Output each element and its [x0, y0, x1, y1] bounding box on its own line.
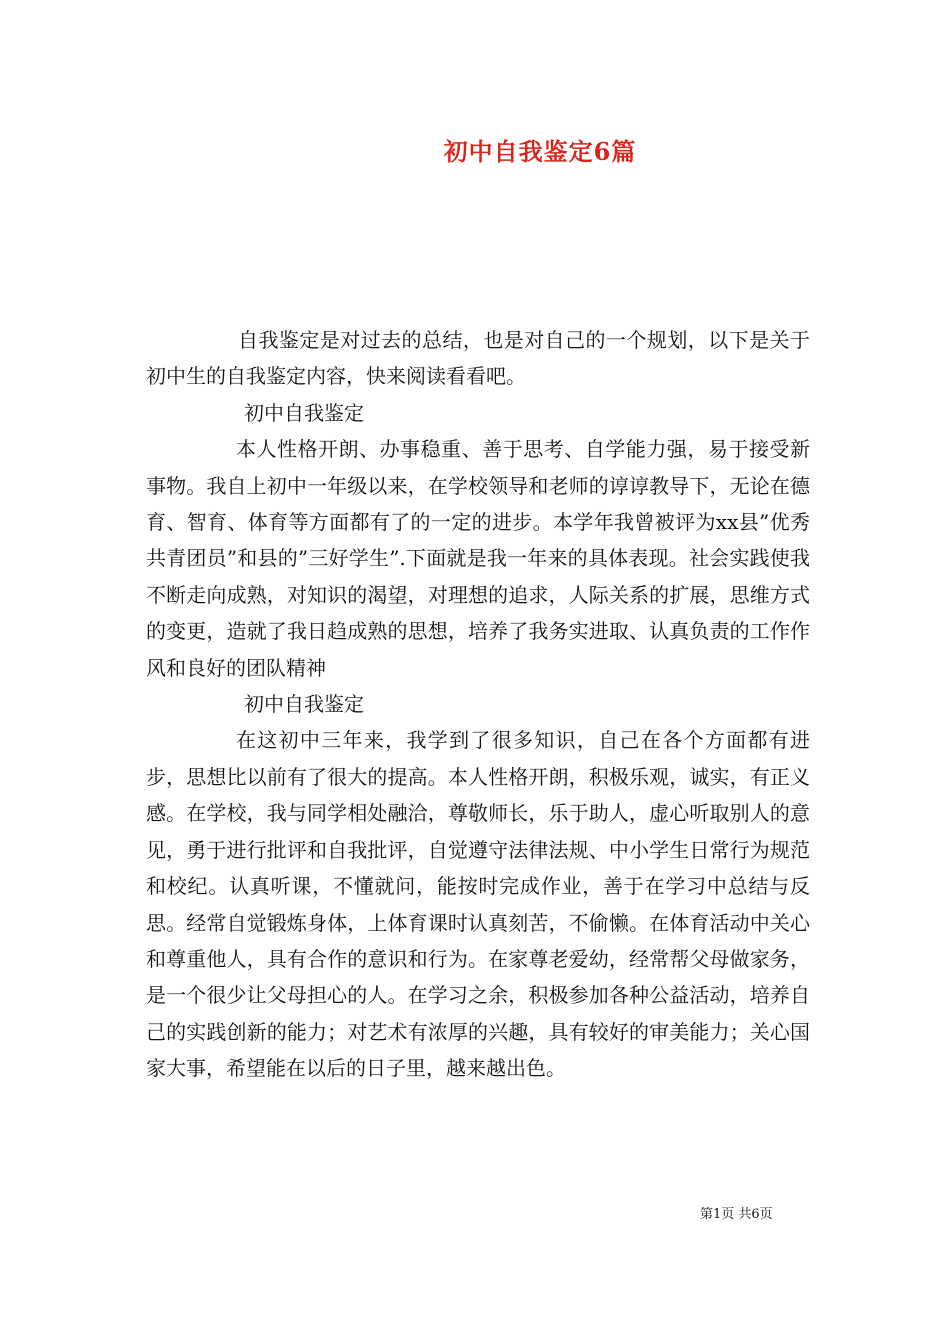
- section-paragraph: 在这初中三年来，我学到了很多知识，自己在各个方面都有进步，思想比以前有了很大的提高。本人性格开朗，积极乐观，诚实，有正义感。在学校，我与同学相处融洽，尊敬师长，乐于助人，虚心听取别人的意见，勇于进行批评和自我批评，自觉遵守法律法规、中小学生日常行为规范和校纪。认真听课，不懂就问，能按时完成作业，善于在学习中总结与反思。经常自觉锻炼身体，上体育课时认真刻苦，不偷懒。在体育活动中关心和尊重他人，具有合作的意识和行为。在家尊老爱幼，经常帮父母做家务，是一个很少让父母担心的人。在学习之余，积极参加各种公益活动，培养自己的实践创新的能力；对艺术有浓厚的兴趣，具有较好的审美能力；关心国家大事，希望能在以后的日子里，越来越出色。: [146, 728, 810, 1081]
- page-number-footer: 第1页 共6页: [700, 1207, 773, 1222]
- section-heading: 初中自我鉴定: [244, 692, 364, 717]
- document-body: [146, 322, 810, 1087]
- intro-paragraph: 自我鉴定是对过去的总结，也是对自己的一个规划，以下是关于初中生的自我鉴定内容，快来阅读看看吧。: [146, 328, 810, 389]
- section-heading: 初中自我鉴定: [244, 400, 364, 425]
- section-paragraph: 本人性格开朗、办事稳重、善于思考、自学能力强，易于接受新事物。我自上初中一年级以来，在学校领导和老师的谆谆教导下，无论在德育、智育、体育等方面都有了的一定的进步。本学年我曾被评为xx县”优秀共青团员”和县的”三好学生”.下面就是我一年来的具体表现。社会实践使我不断走向成熟，对知识的渴望，对理想的追求，人际关系的扩展，思维方式的变更，造就了我日趋成熟的思想，培养了我务实进取、认真负责的工作作风和良好的团队精神: [146, 437, 810, 680]
- document-title: 初中自我鉴定6篇: [443, 137, 637, 166]
